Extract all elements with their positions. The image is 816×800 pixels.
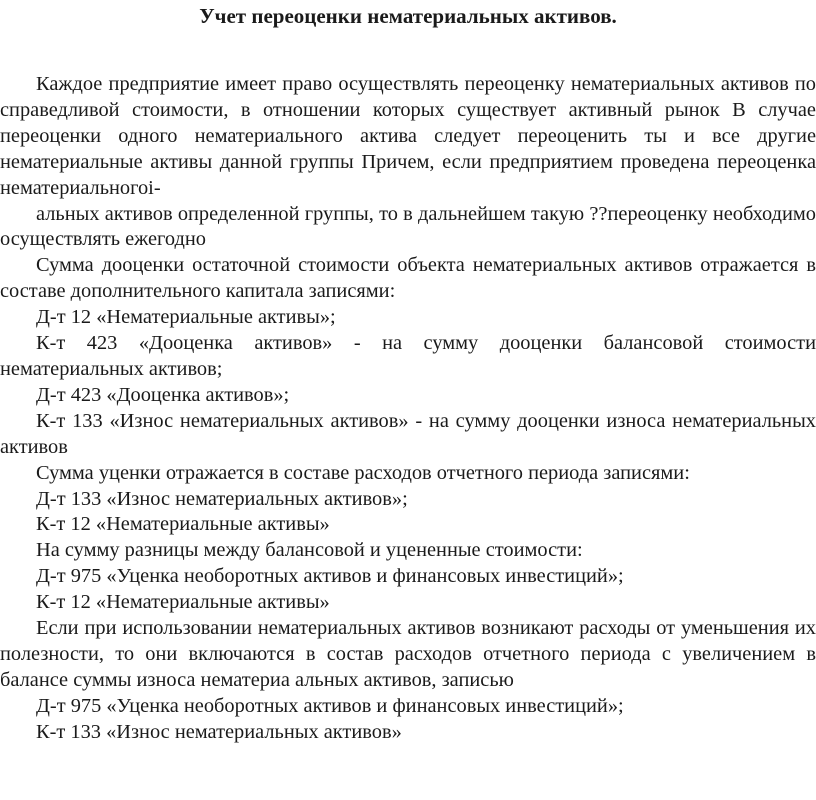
entry-debit-12: Д-т 12 «Нематериальные активы»;	[36, 306, 336, 329]
entry-credit-12: К-т 12 «Нематериальные активы»	[36, 513, 330, 536]
document-body	[0, 72, 816, 746]
document-title: Учет переоценки нематериальных активов.	[199, 4, 617, 28]
entry-debit-133: Д-т 133 «Износ нематериальных активов»;	[36, 487, 408, 510]
entry-credit-133-second: К-т 133 «Износ нематериальных активов»	[36, 720, 402, 743]
entry-credit-133: К-т 133 «Износ нематериальных активов» - на сумму дооценки износа нематериальных активов	[0, 409, 816, 458]
paragraph-markdown-sum: Сумма уценки отражается в составе расходов отчетного периода записями:	[36, 461, 690, 484]
entry-debit-975-second: Д-т 975 «Уценка необоротных активов и финансовых инвестиций»;	[36, 694, 624, 717]
entry-debit-423: Д-т 423 «Дооценка активов»;	[36, 383, 290, 406]
entry-credit-12-second: К-т 12 «Нематериальные активы»	[36, 591, 330, 614]
entry-credit-423: К-т 423 «Дооценка активов» - на сумму дооценки балансовой стоимости нематериальных активов;	[0, 332, 816, 380]
paragraph-difference: На сумму разницы между балансовой и уцененные стоимости:	[36, 539, 583, 562]
paragraph-usefulness-loss: Если при использовании нематериальных активов возникают расходы от уменьшения их полезности, то они включаются в состав расходов отчетного периода с увеличением в балансе суммы износа нематериа альных активов, записью	[0, 617, 816, 691]
paragraph-continuation: альных активов определенной группы, то в дальнейшем такую ??переоценку необходимо осуществлять ежегодно	[0, 202, 816, 251]
paragraph-intro: Каждое предприятие имеет право осуществлять переоценку нематериальных активов по справедливой стоимости, в отношении которых существует активный рынок В случае переоценки одного нематериального актива следует переоценить ты и все другие нематериальные активы данной группы Причем, если предприятием проведена переоценка нематериальногоі-	[0, 73, 816, 199]
entry-debit-975: Д-т 975 «Уценка необоротных активов и финансовых инвестиций»;	[36, 565, 624, 588]
paragraph-revaluation-sum: Сумма дооценки остаточной стоимости объекта нематериальных активов отражается в составе дополнительного капитала записями:	[0, 254, 816, 303]
